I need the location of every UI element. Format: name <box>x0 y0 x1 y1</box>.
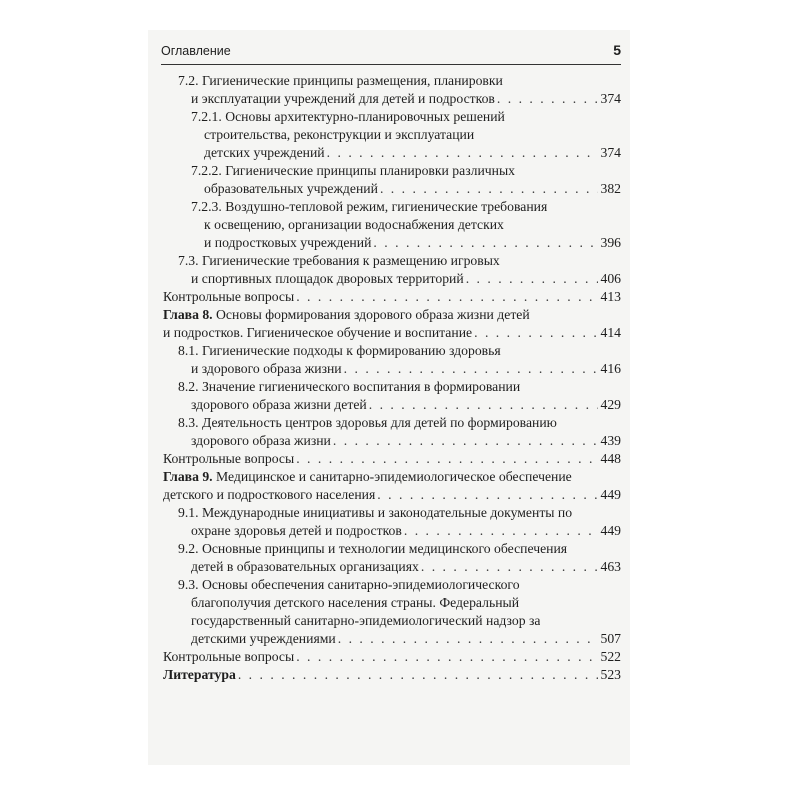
toc-entry-9-3[interactable] <box>191 630 621 647</box>
toc-entry-9-2[interactable] <box>191 558 621 575</box>
dot-leader <box>369 396 599 413</box>
toc-entry-9-2-line-1: 9.2. Основные принципы и технологии медицинского обеспечения <box>178 541 568 556</box>
dot-leader <box>474 324 598 341</box>
toc-entry-7-2[interactable] <box>191 90 621 107</box>
toc-entry-8-1[interactable] <box>191 360 621 377</box>
dot-leader <box>333 432 599 449</box>
toc-entry-9-1-line-1: 9.1. Международные инициативы и законодательные документы по <box>178 505 573 520</box>
toc-page-number: 374 <box>600 145 621 160</box>
toc-entry-text: Контрольные вопросы <box>163 289 295 304</box>
toc-entry-9-3-line-1: 9.3. Основы обеспечения санитарно-эпидемиологического <box>178 577 520 592</box>
dot-leader <box>344 360 599 377</box>
toc-entry-7-2-2[interactable] <box>204 180 621 197</box>
toc-entry-literature[interactable] <box>163 666 621 683</box>
toc-entry-questions-8[interactable] <box>163 450 621 467</box>
toc-page-number: 406 <box>600 271 621 286</box>
toc-entry-text: Контрольные вопросы <box>163 451 295 466</box>
toc-entry-text: детского и подросткового населения <box>163 487 376 502</box>
toc-entry-9-3-line-2: благополучия детского населения страны. Федеральный <box>191 595 520 610</box>
toc-entry-7-2-3-line-1: 7.2.3. Воздушно-тепловой режим, гигиенические требования <box>191 199 548 214</box>
toc-page-number: 413 <box>600 289 621 304</box>
toc-page-number: 374 <box>600 91 621 106</box>
toc-page-number: 448 <box>600 451 621 466</box>
toc-entry-text: Контрольные вопросы <box>163 649 295 664</box>
toc-entry-7-3[interactable] <box>191 270 621 287</box>
dot-leader <box>380 180 599 197</box>
toc-entry-text: детскими учреждениями <box>191 631 336 646</box>
dot-leader <box>497 90 599 107</box>
toc-entry-questions-7[interactable] <box>163 288 621 305</box>
toc-page-number: 439 <box>600 433 621 448</box>
toc-page-number: 449 <box>600 487 621 502</box>
toc-entry-8-3[interactable] <box>191 432 621 449</box>
toc-entry-9-1[interactable] <box>191 522 621 539</box>
toc-entry-7-2-1-line-1: 7.2.1. Основы архитектурно-планировочных решений <box>191 109 505 124</box>
toc-entry-text: и эксплуатации учреждений для детей и подростков <box>191 91 495 106</box>
section-title: Оглавление <box>161 44 231 58</box>
dot-leader <box>296 288 598 305</box>
toc-entry-7-2-3[interactable] <box>204 234 621 251</box>
toc-entry-text: образовательных учреждений <box>204 181 378 196</box>
toc-entry-7-2-1-line-2: строительства, реконструкции и эксплуатации <box>204 127 475 142</box>
toc-page-number: 414 <box>600 325 621 340</box>
toc-entry-text: и подростков. Гигиеническое обучение и воспитание <box>163 325 473 340</box>
dot-leader <box>377 486 598 503</box>
toc-page-number: 396 <box>600 235 621 250</box>
toc-entry-8-2[interactable] <box>191 396 621 413</box>
toc-entry-text: детей в образовательных организациях <box>191 559 419 574</box>
dot-leader <box>466 270 599 287</box>
page-number: 5 <box>613 42 621 58</box>
toc-entry-text: охране здоровья детей и подростков <box>191 523 402 538</box>
toc-entry-text: и спортивных площадок дворовых территорий <box>191 271 464 286</box>
toc-page-number: 522 <box>600 649 621 664</box>
toc-entry-text: здорового образа жизни <box>191 433 331 448</box>
toc-entry-7-3-line-1: 7.3. Гигиенические требования к размещению игровых <box>178 253 500 268</box>
dot-leader <box>338 630 599 647</box>
dot-leader <box>296 648 598 665</box>
toc-entry-8-2-line-1: 8.2. Значение гигиенического воспитания в формировании <box>178 379 521 394</box>
toc-entry-text: и подростковых учреждений <box>204 235 372 250</box>
toc-entry-questions-9[interactable] <box>163 648 621 665</box>
toc-entry-7-2-2-line-1: 7.2.2. Гигиенические принципы планировки различных <box>191 163 516 178</box>
toc-page-number: 416 <box>600 361 621 376</box>
toc-entry-chapter-9-line-1: Глава 9. Медицинское и санитарно-эпидемиологическое обеспечение <box>163 469 572 484</box>
toc-page-number: 507 <box>600 631 621 646</box>
chapter-label: Глава 8. <box>163 307 213 322</box>
dot-leader <box>373 234 598 251</box>
toc-page-number: 382 <box>600 181 621 196</box>
dot-leader <box>421 558 599 575</box>
toc-entry-text: детских учреждений <box>204 145 325 160</box>
toc-entry-text: здорового образа жизни детей <box>191 397 367 412</box>
toc-page-number: 429 <box>600 397 621 412</box>
dot-leader <box>404 522 599 539</box>
dot-leader <box>238 666 599 683</box>
toc-page-number: 449 <box>600 523 621 538</box>
toc-entry-7-2-3-line-2: к освещению, организации водоснабжения детских <box>204 217 504 232</box>
dot-leader <box>296 450 598 467</box>
toc-entry-9-3-line-3: государственный санитарно-эпидемиологический надзор за <box>191 613 541 628</box>
toc-entry-chapter-8-line-1: Глава 8. Основы формирования здорового образа жизни детей <box>163 307 530 322</box>
toc-page-number: 463 <box>600 559 621 574</box>
toc-entry-7-2-1[interactable] <box>204 144 621 161</box>
toc-entry-7-2-line-1: 7.2. Гигиенические принципы размещения, планировки <box>178 73 503 88</box>
toc-entry-text: Литература <box>163 667 236 682</box>
toc-entry-text: и здорового образа жизни <box>191 361 342 376</box>
dot-leader <box>327 144 599 161</box>
toc-entry-chapter-9[interactable] <box>163 486 621 503</box>
toc-entry-8-1-line-1: 8.1. Гигиенические подходы к формированию здоровья <box>178 343 501 358</box>
toc-entry-8-3-line-1: 8.3. Деятельность центров здоровья для детей по формированию <box>178 415 557 430</box>
toc-entry-chapter-8[interactable] <box>163 324 621 341</box>
toc-page-number: 523 <box>600 667 621 682</box>
chapter-label: Глава 9. <box>163 469 213 484</box>
